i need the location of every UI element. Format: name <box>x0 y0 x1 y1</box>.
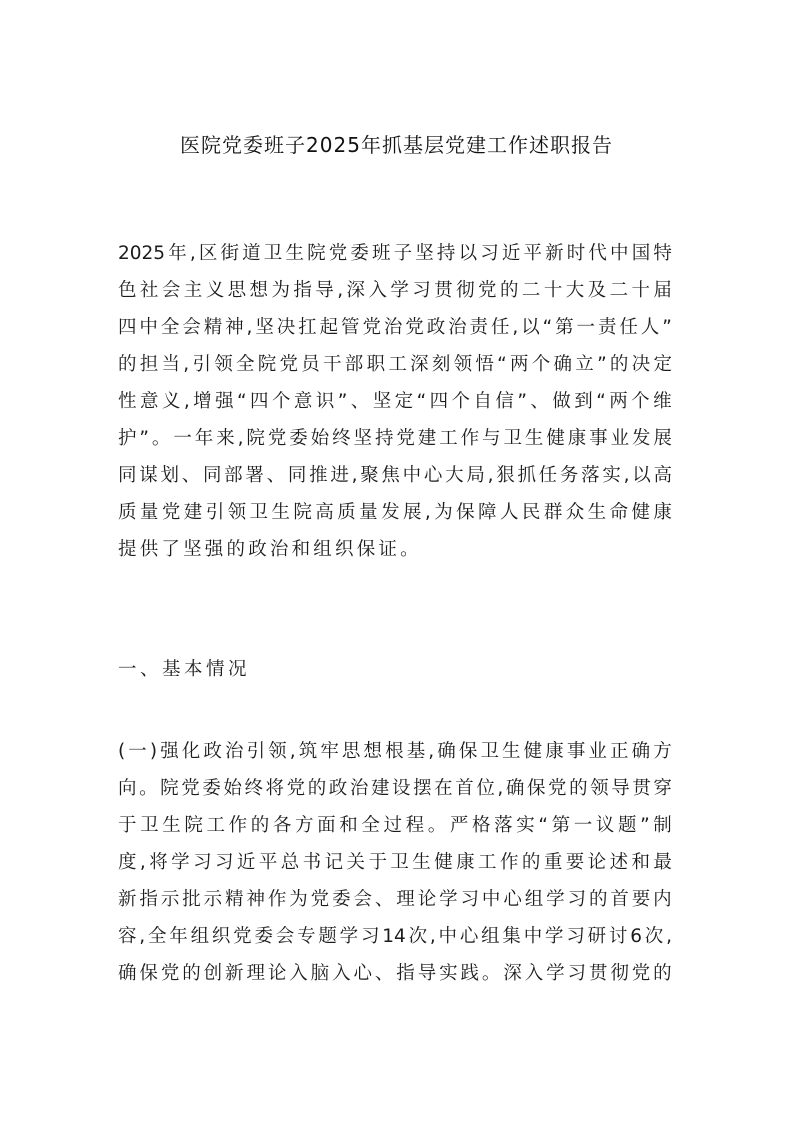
document-title: 医院党委班子2025年抓基层党建工作述职报告 <box>180 133 613 157</box>
intro-line: 性 意 义 , 增 强 “ 四 个 意 识 ” 、 坚 定 “ 四 个 自 信 ” 、 做 到 “ 两 个 维 <box>118 391 672 412</box>
intro-line: 2025 年 , 区 街 道 卫 生 院 党 委 班 子 坚 持 以 习 近 平 新 时 代 中 国 特 <box>118 243 672 264</box>
section-line: 容 , 全 年 组 织 党 委 会 专 题 学 习 14 次 , 中 心 组 集 中 学 习 研 讨 6 次 , <box>118 926 672 947</box>
intro-line: 四 中 全 会 精 神 , 坚 决 扛 起 管 党 治 党 政 治 责 任 , 以 “ 第 一 责 任 人 ” <box>118 317 672 338</box>
intro-line: 的 担 当 , 引 领 全 院 党 员 干 部 职 工 深 刻 领 悟 “ 两 个 确 立 ” 的 决 定 <box>118 354 672 375</box>
intro-line: 质 量 党 建 引 领 卫 生 院 高 质 量 发 展 , 为 保 障 人 民 群 众 生 命 健 康 <box>118 502 672 523</box>
intro-line: 色 社 会 主 义 思 想 为 指 导 , 深 入 学 习 贯 彻 党 的 二 十 大 及 二 十 届 <box>118 280 672 301</box>
section-line: 于 卫 生 院 工 作 的 各 方 面 和 全 过 程 。 严 格 落 实 “ 第 一 议 题 ” 制 <box>118 815 672 836</box>
section-heading: 一、基本情况 <box>118 659 251 680</box>
intro-line: 提供了坚强的政治和组织保证。 <box>118 539 422 560</box>
section-line: ( 一 ) 强 化 政 治 引 领 , 筑 牢 思 想 根 基 , 确 保 卫 生 健 康 事 业 正 确 方 <box>118 741 672 762</box>
section-line: 新 指 示 批 示 精 神 作 为 党 委 会 、 理 论 学 习 中 心 组 学 习 的 首 要 内 <box>118 889 672 910</box>
intro-line: 护 ” 。 一 年 来 , 院 党 委 始 终 坚 持 党 建 工 作 与 卫 生 健 康 事 业 发 展 <box>118 428 672 449</box>
section-line: 度 , 将 学 习 习 近 平 总 书 记 关 于 卫 生 健 康 工 作 的 重 要 论 述 和 最 <box>118 852 672 873</box>
section-line: 向 。 院 党 委 始 终 将 党 的 政 治 建 设 摆 在 首 位 , 确 保 党 的 领 导 贯 穿 <box>118 778 672 799</box>
intro-line: 同 谋 划 、 同 部 署 、 同 推 进 , 聚 焦 中 心 大 局 , 狠 抓 任 务 落 实 , 以 高 <box>118 465 672 486</box>
section-line: 确 保 党 的 创 新 理 论 入 脑 入 心 、 指 导 实 践 。 深 入 学 习 贯 彻 党 的 <box>118 963 672 984</box>
